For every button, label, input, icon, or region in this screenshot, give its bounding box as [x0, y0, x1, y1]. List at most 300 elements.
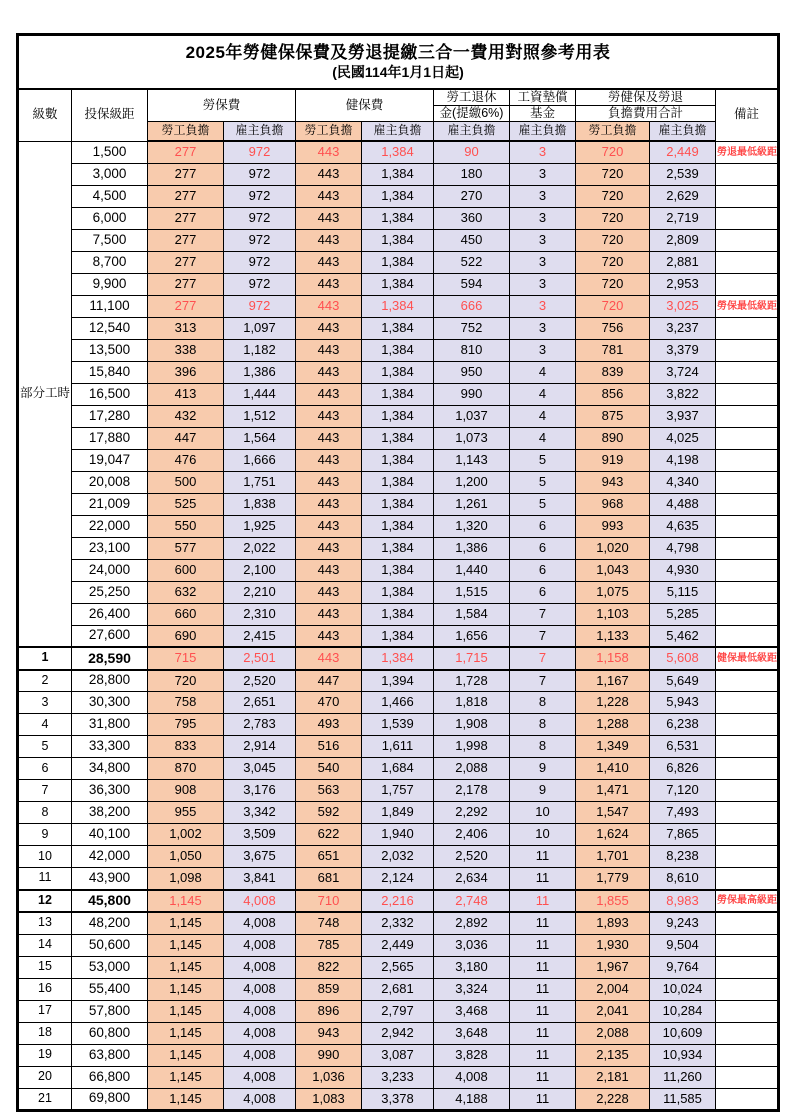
total-employer-cell: 5,115	[650, 581, 716, 603]
health-ins-employer-cell: 1,384	[362, 603, 434, 625]
pension-employer-cell: 1,715	[434, 647, 510, 670]
table-row	[18, 956, 779, 978]
level-cell: 3	[18, 692, 72, 714]
bracket-cell: 9,900	[72, 273, 148, 295]
labor-ins-employer-cell: 972	[224, 273, 296, 295]
total-employee-cell: 1,701	[576, 846, 650, 868]
pension-employer-cell: 1,037	[434, 405, 510, 427]
level-cell: 10	[18, 846, 72, 868]
health-ins-employee-cell: 622	[296, 824, 362, 846]
labor-ins-employer-cell: 4,008	[224, 934, 296, 956]
bracket-cell: 48,200	[72, 912, 148, 934]
pension-employer-cell: 3,180	[434, 956, 510, 978]
level-cell: 2	[18, 670, 72, 692]
health-ins-employee-cell: 443	[296, 559, 362, 581]
pension-employer-cell: 2,634	[434, 868, 510, 890]
remark-cell	[716, 449, 779, 471]
fee-table-container	[16, 33, 780, 1112]
wage-fund-employer-cell: 11	[510, 846, 576, 868]
health-ins-employer-cell: 2,032	[362, 846, 434, 868]
labor-ins-employer-cell: 4,008	[224, 1022, 296, 1044]
health-ins-employer-cell: 1,384	[362, 471, 434, 493]
wage-fund-employer-cell: 3	[510, 295, 576, 317]
table-row	[18, 185, 779, 207]
remark-cell: 勞退最低級距	[716, 141, 779, 163]
total-employer-cell: 2,719	[650, 207, 716, 229]
table-row	[18, 515, 779, 537]
remark-cell	[716, 1044, 779, 1066]
bracket-cell: 42,000	[72, 846, 148, 868]
wage-fund-employer-cell: 3	[510, 141, 576, 163]
total-employee-cell: 720	[576, 273, 650, 295]
subheader-labor-employer: 雇主負擔	[224, 122, 296, 142]
labor-ins-employer-cell: 1,444	[224, 383, 296, 405]
health-ins-employer-cell: 1,384	[362, 405, 434, 427]
col-header-labor-insurance: 勞保費	[148, 89, 296, 122]
bracket-cell: 69,800	[72, 1088, 148, 1111]
pension-employer-cell: 2,406	[434, 824, 510, 846]
health-ins-employee-cell: 443	[296, 537, 362, 559]
pension-employer-cell: 666	[434, 295, 510, 317]
health-ins-employee-cell: 443	[296, 405, 362, 427]
remark-cell	[716, 912, 779, 934]
subheader-pension-employer: 雇主負擔	[434, 122, 510, 142]
wage-fund-employer-cell: 11	[510, 1022, 576, 1044]
labor-ins-employer-cell: 2,022	[224, 537, 296, 559]
total-employee-cell: 839	[576, 361, 650, 383]
col-header-pension-line1: 勞工退休	[434, 89, 510, 106]
labor-ins-employer-cell: 2,520	[224, 670, 296, 692]
level-cell: 7	[18, 780, 72, 802]
wage-fund-employer-cell: 3	[510, 251, 576, 273]
header-row-1	[18, 89, 779, 106]
wage-fund-employer-cell: 6	[510, 581, 576, 603]
labor-ins-employee-cell: 908	[148, 780, 224, 802]
health-ins-employer-cell: 1,384	[362, 449, 434, 471]
table-row	[18, 868, 779, 890]
bracket-cell: 30,300	[72, 692, 148, 714]
health-ins-employer-cell: 1,384	[362, 339, 434, 361]
labor-ins-employer-cell: 3,841	[224, 868, 296, 890]
pension-employer-cell: 1,261	[434, 493, 510, 515]
page-subtitle: (民國114年1月1日起)	[332, 63, 464, 80]
table-row	[18, 405, 779, 427]
health-ins-employee-cell: 443	[296, 449, 362, 471]
wage-fund-employer-cell: 3	[510, 273, 576, 295]
labor-ins-employee-cell: 313	[148, 317, 224, 339]
labor-ins-employee-cell: 577	[148, 537, 224, 559]
pension-employer-cell: 1,200	[434, 471, 510, 493]
total-employer-cell: 3,937	[650, 405, 716, 427]
bracket-cell: 34,800	[72, 758, 148, 780]
subheader-labor-employee: 勞工負擔	[148, 122, 224, 142]
col-header-wage-fund-line2: 基金	[510, 106, 576, 122]
health-ins-employer-cell: 1,384	[362, 273, 434, 295]
fee-table	[16, 33, 780, 1112]
level-cell: 12	[18, 890, 72, 913]
remark-cell	[716, 670, 779, 692]
remark-cell	[716, 824, 779, 846]
labor-ins-employee-cell: 690	[148, 625, 224, 647]
wage-fund-employer-cell: 9	[510, 758, 576, 780]
pension-employer-cell: 1,143	[434, 449, 510, 471]
remark-cell	[716, 736, 779, 758]
health-ins-employee-cell: 443	[296, 515, 362, 537]
subheader-fund-employer: 雇主負擔	[510, 122, 576, 142]
health-ins-employee-cell: 443	[296, 207, 362, 229]
total-employee-cell: 720	[576, 251, 650, 273]
bracket-cell: 28,800	[72, 670, 148, 692]
total-employee-cell: 968	[576, 493, 650, 515]
pension-employer-cell: 270	[434, 185, 510, 207]
remark-cell	[716, 339, 779, 361]
total-employer-cell: 10,609	[650, 1022, 716, 1044]
labor-ins-employee-cell: 1,145	[148, 1022, 224, 1044]
health-ins-employee-cell: 443	[296, 647, 362, 670]
health-ins-employer-cell: 1,384	[362, 559, 434, 581]
labor-ins-employee-cell: 660	[148, 603, 224, 625]
total-employer-cell: 10,284	[650, 1000, 716, 1022]
total-employee-cell: 1,075	[576, 581, 650, 603]
total-employee-cell: 1,893	[576, 912, 650, 934]
labor-ins-employee-cell: 396	[148, 361, 224, 383]
labor-ins-employee-cell: 338	[148, 339, 224, 361]
labor-ins-employee-cell: 277	[148, 273, 224, 295]
table-row	[18, 846, 779, 868]
total-employer-cell: 10,934	[650, 1044, 716, 1066]
health-ins-employer-cell: 1,384	[362, 515, 434, 537]
health-ins-employer-cell: 2,681	[362, 978, 434, 1000]
wage-fund-employer-cell: 5	[510, 449, 576, 471]
bracket-cell: 23,100	[72, 537, 148, 559]
remark-cell	[716, 868, 779, 890]
labor-ins-employer-cell: 972	[224, 141, 296, 163]
total-employee-cell: 720	[576, 295, 650, 317]
pension-employer-cell: 3,648	[434, 1022, 510, 1044]
health-ins-employee-cell: 822	[296, 956, 362, 978]
pension-employer-cell: 180	[434, 163, 510, 185]
health-ins-employer-cell: 1,384	[362, 361, 434, 383]
table-row	[18, 471, 779, 493]
table-row	[18, 537, 779, 559]
total-employer-cell: 4,635	[650, 515, 716, 537]
wage-fund-employer-cell: 3	[510, 185, 576, 207]
labor-ins-employee-cell: 795	[148, 714, 224, 736]
bracket-cell: 38,200	[72, 802, 148, 824]
total-employee-cell: 993	[576, 515, 650, 537]
pension-employer-cell: 2,292	[434, 802, 510, 824]
labor-ins-employee-cell: 870	[148, 758, 224, 780]
pension-employer-cell: 594	[434, 273, 510, 295]
health-ins-employee-cell: 859	[296, 978, 362, 1000]
health-ins-employer-cell: 1,384	[362, 427, 434, 449]
labor-ins-employee-cell: 1,145	[148, 1066, 224, 1088]
col-header-bracket: 投保級距	[72, 89, 148, 141]
total-employee-cell: 890	[576, 427, 650, 449]
total-employer-cell: 4,488	[650, 493, 716, 515]
labor-ins-employer-cell: 2,501	[224, 647, 296, 670]
pension-employer-cell: 990	[434, 383, 510, 405]
health-ins-employee-cell: 681	[296, 868, 362, 890]
table-row	[18, 251, 779, 273]
bracket-cell: 57,800	[72, 1000, 148, 1022]
labor-ins-employer-cell: 4,008	[224, 890, 296, 913]
labor-ins-employee-cell: 413	[148, 383, 224, 405]
health-ins-employer-cell: 1,384	[362, 251, 434, 273]
wage-fund-employer-cell: 11	[510, 1066, 576, 1088]
remark-cell	[716, 383, 779, 405]
bracket-cell: 15,840	[72, 361, 148, 383]
table-row	[18, 603, 779, 625]
total-employee-cell: 756	[576, 317, 650, 339]
remark-cell	[716, 493, 779, 515]
health-ins-employee-cell: 443	[296, 229, 362, 251]
labor-ins-employer-cell: 3,342	[224, 802, 296, 824]
bracket-cell: 25,250	[72, 581, 148, 603]
bracket-cell: 17,280	[72, 405, 148, 427]
table-row	[18, 625, 779, 647]
table-body	[18, 141, 779, 1111]
wage-fund-employer-cell: 11	[510, 868, 576, 890]
total-employee-cell: 1,967	[576, 956, 650, 978]
subheader-health-employer: 雇主負擔	[362, 122, 434, 142]
remark-cell	[716, 1022, 779, 1044]
table-row	[18, 295, 779, 317]
remark-cell	[716, 207, 779, 229]
level-cell: 20	[18, 1066, 72, 1088]
health-ins-employer-cell: 2,124	[362, 868, 434, 890]
table-row	[18, 736, 779, 758]
labor-ins-employee-cell: 277	[148, 295, 224, 317]
labor-ins-employee-cell: 758	[148, 692, 224, 714]
remark-cell	[716, 273, 779, 295]
health-ins-employee-cell: 1,036	[296, 1066, 362, 1088]
health-ins-employer-cell: 3,233	[362, 1066, 434, 1088]
total-employer-cell: 2,881	[650, 251, 716, 273]
labor-ins-employee-cell: 1,050	[148, 846, 224, 868]
total-employer-cell: 6,826	[650, 758, 716, 780]
bracket-cell: 28,590	[72, 647, 148, 670]
health-ins-employee-cell: 443	[296, 427, 362, 449]
remark-cell	[716, 846, 779, 868]
page-title: 2025年勞健保保費及勞退提繳三合一費用對照參考用表	[185, 42, 611, 62]
total-employer-cell: 3,237	[650, 317, 716, 339]
remark-cell	[716, 427, 779, 449]
remark-cell: 勞保最高級距	[716, 890, 779, 913]
bracket-cell: 17,880	[72, 427, 148, 449]
labor-ins-employer-cell: 4,008	[224, 912, 296, 934]
labor-ins-employee-cell: 277	[148, 163, 224, 185]
remark-cell	[716, 692, 779, 714]
labor-ins-employer-cell: 1,925	[224, 515, 296, 537]
total-employer-cell: 9,243	[650, 912, 716, 934]
health-ins-employer-cell: 1,384	[362, 163, 434, 185]
level-cell: 9	[18, 824, 72, 846]
remark-cell	[716, 780, 779, 802]
labor-ins-employer-cell: 3,509	[224, 824, 296, 846]
total-employer-cell: 5,943	[650, 692, 716, 714]
wage-fund-employer-cell: 6	[510, 559, 576, 581]
total-employee-cell: 1,855	[576, 890, 650, 913]
table-row	[18, 1066, 779, 1088]
health-ins-employer-cell: 2,797	[362, 1000, 434, 1022]
bracket-cell: 45,800	[72, 890, 148, 913]
labor-ins-employer-cell: 3,045	[224, 758, 296, 780]
remark-cell	[716, 229, 779, 251]
wage-fund-employer-cell: 5	[510, 471, 576, 493]
health-ins-employer-cell: 1,384	[362, 185, 434, 207]
total-employer-cell: 4,198	[650, 449, 716, 471]
remark-cell	[716, 537, 779, 559]
total-employer-cell: 11,585	[650, 1088, 716, 1111]
health-ins-employer-cell: 1,466	[362, 692, 434, 714]
total-employer-cell: 5,285	[650, 603, 716, 625]
health-ins-employer-cell: 1,384	[362, 537, 434, 559]
health-ins-employee-cell: 443	[296, 141, 362, 163]
total-employer-cell: 2,449	[650, 141, 716, 163]
level-cell: 1	[18, 647, 72, 670]
bracket-cell: 24,000	[72, 559, 148, 581]
wage-fund-employer-cell: 8	[510, 714, 576, 736]
pension-employer-cell: 1,908	[434, 714, 510, 736]
total-employee-cell: 1,103	[576, 603, 650, 625]
total-employee-cell: 1,349	[576, 736, 650, 758]
health-ins-employer-cell: 1,384	[362, 493, 434, 515]
bracket-cell: 6,000	[72, 207, 148, 229]
total-employer-cell: 4,340	[650, 471, 716, 493]
wage-fund-employer-cell: 4	[510, 405, 576, 427]
wage-fund-employer-cell: 11	[510, 934, 576, 956]
table-row	[18, 1044, 779, 1066]
labor-ins-employee-cell: 1,002	[148, 824, 224, 846]
pension-employer-cell: 2,520	[434, 846, 510, 868]
bracket-cell: 16,500	[72, 383, 148, 405]
pension-employer-cell: 1,998	[434, 736, 510, 758]
total-employee-cell: 1,167	[576, 670, 650, 692]
bracket-cell: 21,009	[72, 493, 148, 515]
labor-ins-employer-cell: 1,564	[224, 427, 296, 449]
bracket-cell: 66,800	[72, 1066, 148, 1088]
total-employee-cell: 2,228	[576, 1088, 650, 1111]
remark-cell	[716, 625, 779, 647]
level-cell: 14	[18, 934, 72, 956]
pension-employer-cell: 4,008	[434, 1066, 510, 1088]
level-cell: 8	[18, 802, 72, 824]
pension-employer-cell: 2,088	[434, 758, 510, 780]
pension-employer-cell: 1,386	[434, 537, 510, 559]
labor-ins-employee-cell: 525	[148, 493, 224, 515]
labor-ins-employer-cell: 972	[224, 185, 296, 207]
level-cell: 6	[18, 758, 72, 780]
remark-cell	[716, 559, 779, 581]
remark-cell	[716, 581, 779, 603]
health-ins-employee-cell: 443	[296, 185, 362, 207]
total-employee-cell: 1,133	[576, 625, 650, 647]
remark-cell	[716, 603, 779, 625]
health-ins-employee-cell: 516	[296, 736, 362, 758]
table-row	[18, 449, 779, 471]
labor-ins-employer-cell: 3,176	[224, 780, 296, 802]
labor-ins-employee-cell: 447	[148, 427, 224, 449]
table-row	[18, 934, 779, 956]
health-ins-employee-cell: 447	[296, 670, 362, 692]
health-ins-employee-cell: 443	[296, 625, 362, 647]
pension-employer-cell: 90	[434, 141, 510, 163]
level-cell: 11	[18, 868, 72, 890]
table-row	[18, 802, 779, 824]
pension-employer-cell: 950	[434, 361, 510, 383]
health-ins-employer-cell: 2,449	[362, 934, 434, 956]
health-ins-employee-cell: 443	[296, 317, 362, 339]
table-row	[18, 229, 779, 251]
part-time-merged-cell: 部分工時	[18, 141, 72, 647]
wage-fund-employer-cell: 11	[510, 956, 576, 978]
bracket-cell: 3,000	[72, 163, 148, 185]
table-row	[18, 692, 779, 714]
bracket-cell: 19,047	[72, 449, 148, 471]
labor-ins-employee-cell: 720	[148, 670, 224, 692]
labor-ins-employee-cell: 432	[148, 405, 224, 427]
health-ins-employer-cell: 1,384	[362, 581, 434, 603]
level-cell: 5	[18, 736, 72, 758]
table-row	[18, 559, 779, 581]
remark-cell: 勞保最低級距	[716, 295, 779, 317]
health-ins-employer-cell: 2,332	[362, 912, 434, 934]
table-row	[18, 207, 779, 229]
wage-fund-employer-cell: 3	[510, 339, 576, 361]
total-employee-cell: 943	[576, 471, 650, 493]
wage-fund-employer-cell: 11	[510, 1044, 576, 1066]
labor-ins-employee-cell: 277	[148, 185, 224, 207]
table-row	[18, 581, 779, 603]
pension-employer-cell: 2,748	[434, 890, 510, 913]
bracket-cell: 7,500	[72, 229, 148, 251]
health-ins-employer-cell: 1,384	[362, 317, 434, 339]
subheader-total-employer: 雇主負擔	[650, 122, 716, 142]
health-ins-employee-cell: 443	[296, 581, 362, 603]
labor-ins-employee-cell: 1,145	[148, 934, 224, 956]
labor-ins-employee-cell: 955	[148, 802, 224, 824]
wage-fund-employer-cell: 7	[510, 603, 576, 625]
labor-ins-employer-cell: 1,751	[224, 471, 296, 493]
total-employee-cell: 2,004	[576, 978, 650, 1000]
pension-employer-cell: 4,188	[434, 1088, 510, 1111]
wage-fund-employer-cell: 5	[510, 493, 576, 515]
level-cell: 21	[18, 1088, 72, 1111]
labor-ins-employee-cell: 1,145	[148, 1088, 224, 1111]
health-ins-employee-cell: 896	[296, 1000, 362, 1022]
pension-employer-cell: 752	[434, 317, 510, 339]
total-employer-cell: 8,238	[650, 846, 716, 868]
wage-fund-employer-cell: 7	[510, 647, 576, 670]
labor-ins-employee-cell: 1,145	[148, 956, 224, 978]
total-employer-cell: 7,493	[650, 802, 716, 824]
wage-fund-employer-cell: 4	[510, 383, 576, 405]
table-row	[18, 427, 779, 449]
labor-ins-employer-cell: 4,008	[224, 1000, 296, 1022]
total-employee-cell: 1,043	[576, 559, 650, 581]
labor-ins-employee-cell: 277	[148, 141, 224, 163]
bracket-cell: 20,008	[72, 471, 148, 493]
health-ins-employee-cell: 443	[296, 339, 362, 361]
health-ins-employee-cell: 443	[296, 493, 362, 515]
total-employer-cell: 11,260	[650, 1066, 716, 1088]
wage-fund-employer-cell: 7	[510, 670, 576, 692]
bracket-cell: 22,000	[72, 515, 148, 537]
bracket-cell: 8,700	[72, 251, 148, 273]
labor-ins-employee-cell: 1,145	[148, 978, 224, 1000]
table-row	[18, 163, 779, 185]
